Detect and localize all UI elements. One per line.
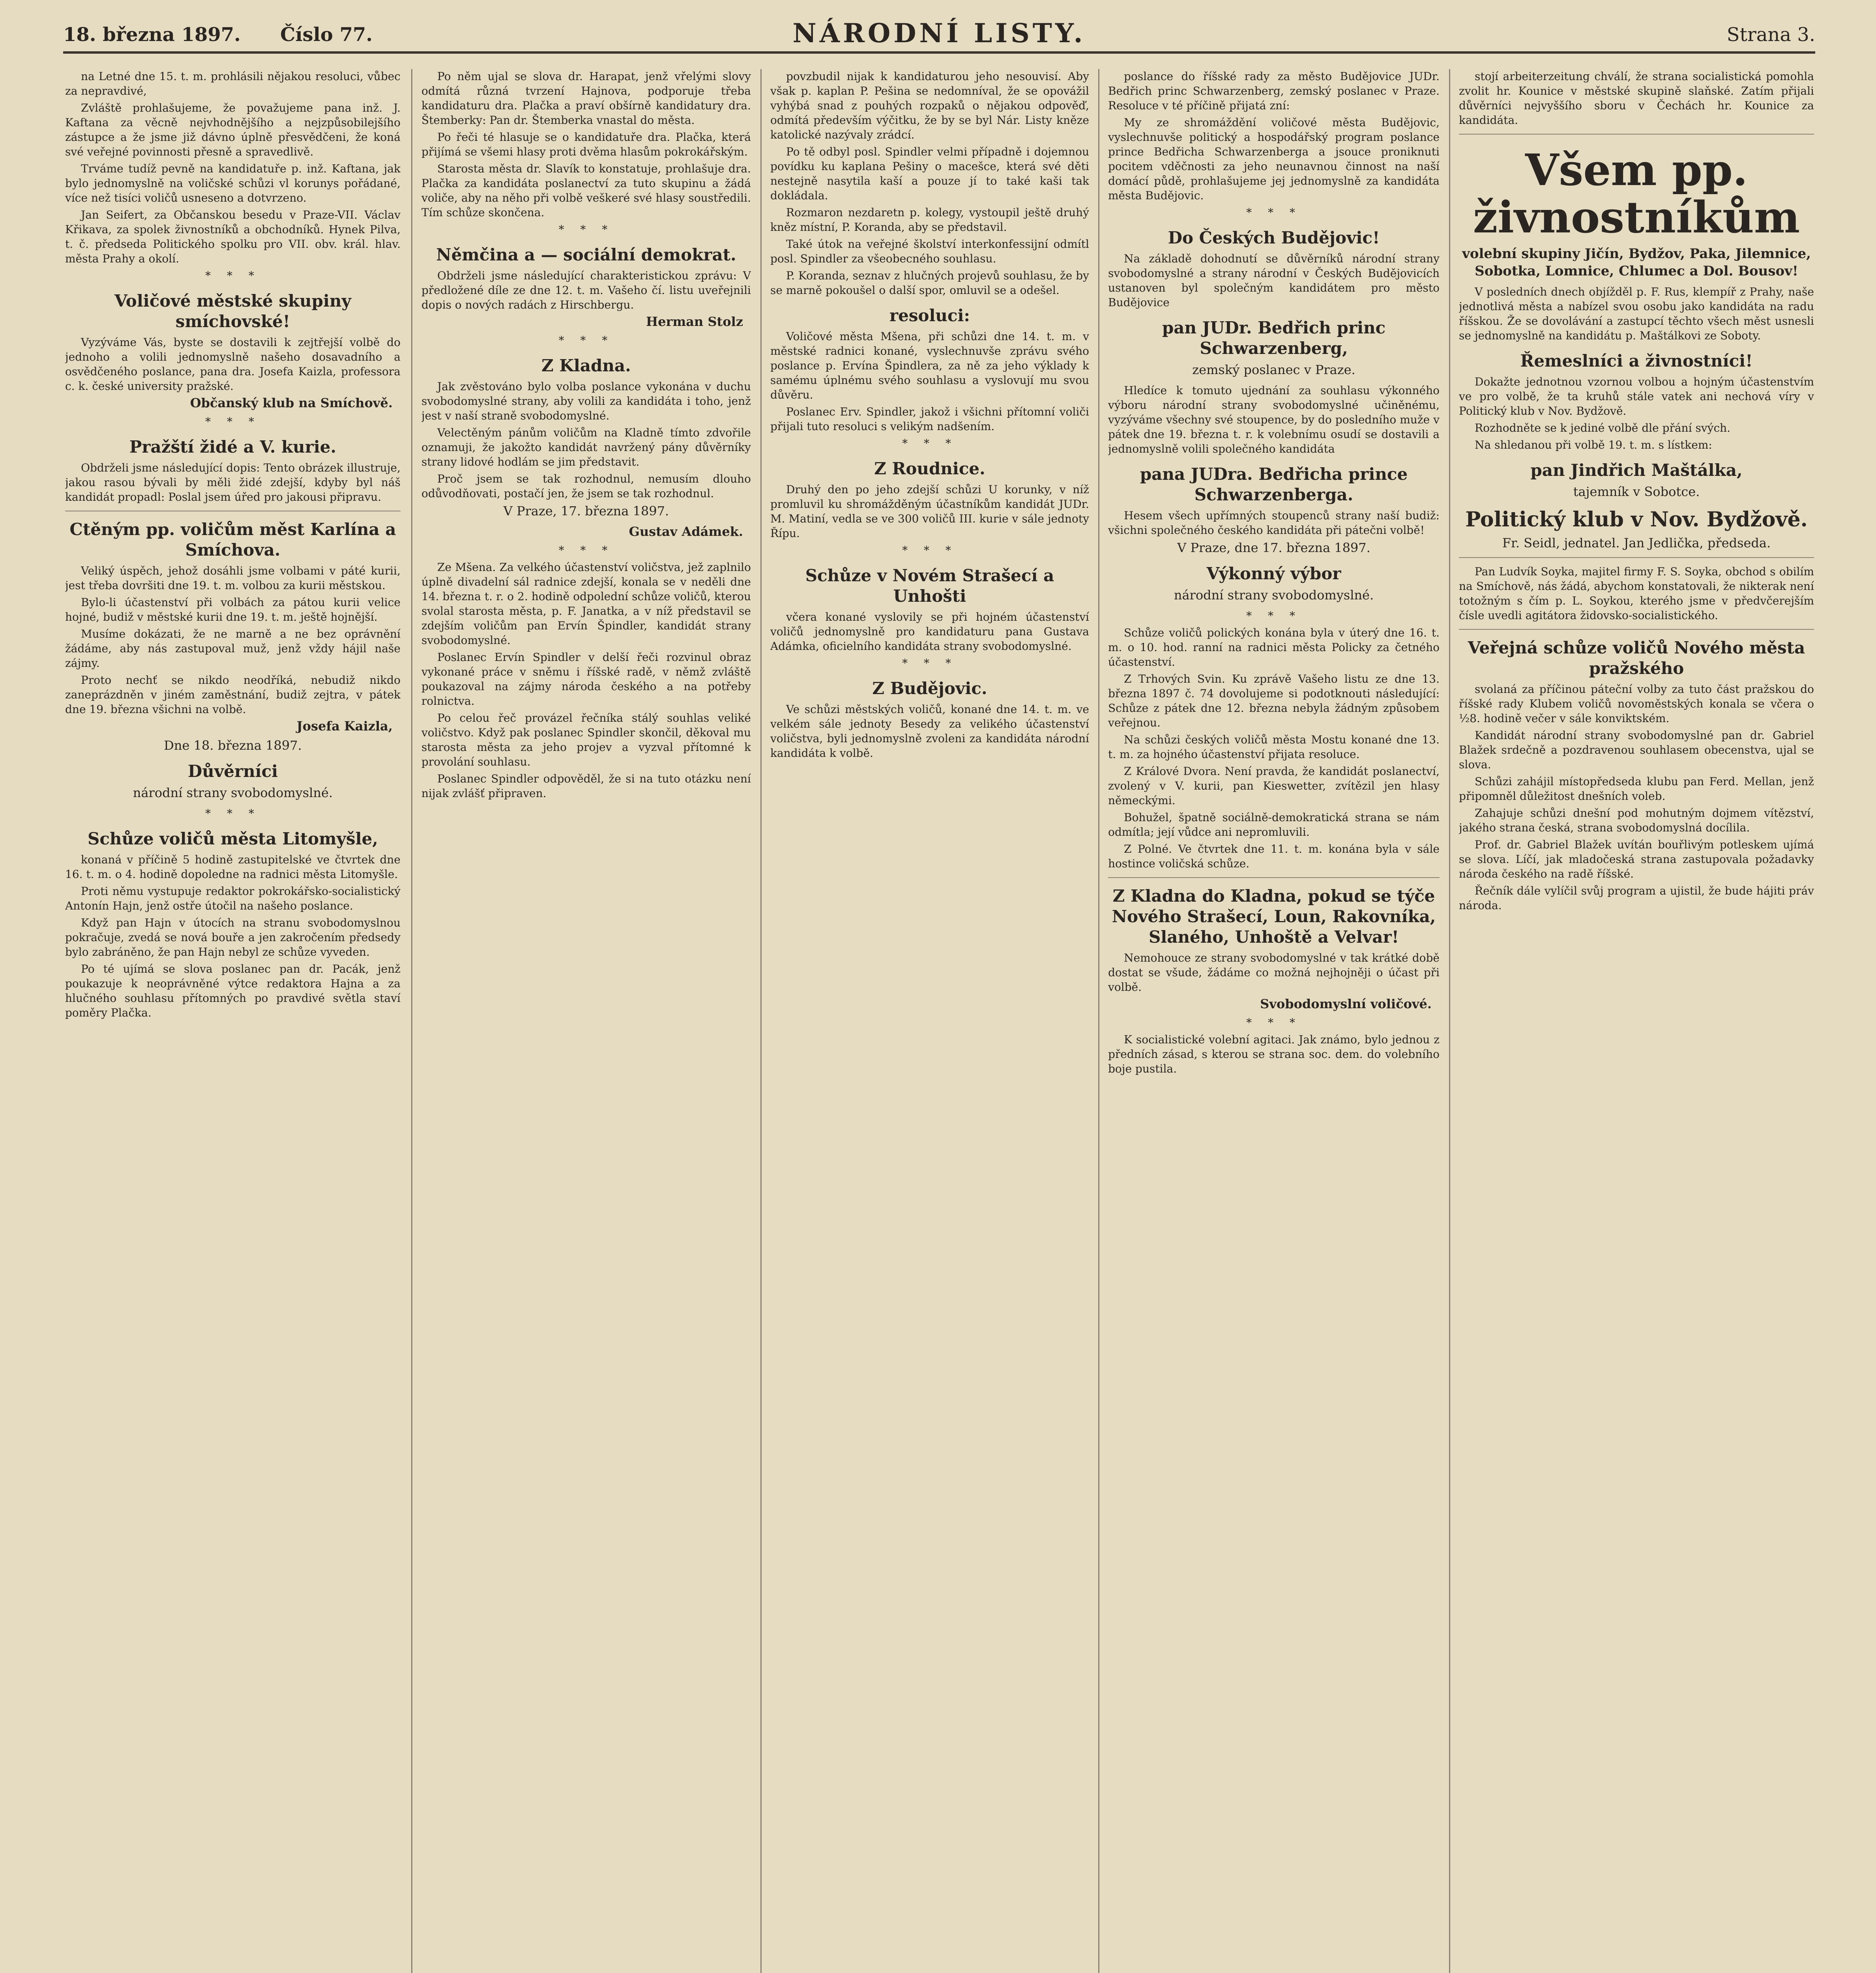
paragraph: Bohužel, špatně sociálně-demokratická strana se nám odmítla; její vůdce ani nepromluvili. — [1108, 811, 1440, 839]
paragraph: Na shledanou při volbě 19. t. m. s lístkem: — [1475, 438, 1712, 451]
paragraph: Jan Seifert, za Občanskou besedu v Praze-VII. Václav Křikava, za spolek živnostníků a obchodníků. Hynek Pilva, t. č. předseda Politického spolku pro VII. obv. král. hlav. města Prahy a okolí. — [65, 208, 401, 265]
banner-subheading: volební skupiny Jičín, Bydžov, Paka, Jilemnice, Sobotka, Lomnice, Chlumec a Dol. Bousov! — [1462, 246, 1811, 279]
paragraph: Bylo-li účastenství při volbách za pátou kurii velice hojné, budiž v městské kurii dne 19. t. m. ještě hojnější. — [65, 596, 401, 623]
article-heading: Voličové městské skupiny smíchovské! — [114, 291, 351, 331]
candidate-name: pana JUDra. Bedřicha prince Schwarzenberga. — [1140, 464, 1408, 504]
paragraph: na Letné dne 15. t. m. prohlásili nějakou resoluci, vůbec za nepravdivé, — [65, 70, 401, 97]
article-heading: Schůze voličů města Litomyšle, — [88, 829, 378, 848]
article-heading: Schůze v Novém Strašecí a Unhošti — [805, 566, 1054, 606]
header-issue: Číslo 77. — [280, 24, 373, 46]
paragraph: Z Polné. Ve čtvrtek dne 11. t. m. konána byla v sále hostince voličská schůze. — [1108, 842, 1440, 870]
separator-stars: * * * — [902, 437, 957, 450]
divider — [1459, 629, 1814, 630]
paragraph: Obdrželi jsme následující charakteristickou zprávu: V předložené díle ze dne 12. t. m. Vašeho čí. listu uveřejnili dopis o nových radách z Hirschbergu. — [421, 269, 751, 311]
separator-stars: * * * — [1246, 206, 1301, 219]
paragraph: stojí arbeiterzeitung chválí, že strana socialistická pomohla zvolit hr. Kounice v městské skupině slaňské. Zatím přijali důvěrníci nejvyššího sboru v Čechách hr. Kounice za kandidáta. — [1459, 70, 1814, 127]
paragraph: Z Králové Dvora. Není pravda, že kandidát poslanectví, zvolený v V. kurii, pan Kieswetter, zvítězil jen hlasy německými. — [1108, 765, 1440, 807]
paragraph: Starosta města dr. Slavík to konstatuje, prohlašuje dra. Plačka za kandidáta poslanectví za tuto skupinu a žádá voliče, aby na něho při volbě veškeré své hlasy soustředili. Tím schůze skončena. — [421, 162, 751, 219]
paragraph: Ze Mšena. Za velkého účastenství voličstva, jež zaplnilo úplně divadelní sál radnice zdejší, konala se v neděli dne 14. března t. r. o 2. hodině odpolední schůze voličů, kterou svolal starosta města, p. F. Janatka, a v níž představil se zdejším voličům pan Ervín Špindler, kandidát strany svobodomyslné. — [421, 561, 751, 647]
club-name: Politický klub v Nov. Bydžově. — [1465, 507, 1808, 532]
separator-stars: * * * — [1246, 609, 1301, 622]
separator-stars: * * * — [902, 657, 957, 670]
column-1 — [65, 69, 401, 1973]
paragraph: Proč jsem se tak rozhodnul, nemusím dlouho odůvodňovati, postačí jen, že jsem se tak rozhodnul. — [421, 472, 751, 500]
divider — [1108, 877, 1440, 878]
paragraph: Kandidát národní strany svobodomyslné pan dr. Gabriel Blažek srdečně a pozdravenou souhlasem obecenstva, ujal se slova. — [1459, 729, 1814, 771]
paragraph: Z Trhových Svin. Ku zprávě Vašeho listu ze dne 13. března 1897 č. 74 dovolujeme si podotknouti následující: Schůze z pátek dne 12. března nebyla žádným způsobem veřejnou. — [1108, 672, 1440, 729]
header-page-number: Strana 3. — [1726, 24, 1815, 46]
paragraph: Schůze voličů polických konána byla v úterý dne 16. t. m. o 10. hod. ranní na radnici města Policky za četného účastenství. — [1108, 626, 1440, 668]
separator-stars: * * * — [902, 544, 957, 557]
banner-heading: Všem pp. živnostníkům — [1473, 144, 1800, 243]
dateline: V Praze, 17. března 1897. — [503, 504, 669, 519]
signature: Gustav Adámek. — [629, 524, 743, 539]
candidate-title: zemský poslanec v Praze. — [1192, 362, 1356, 377]
column-rule — [1098, 69, 1099, 1973]
signature: Svobodomyslní voličové. — [1260, 996, 1432, 1011]
paragraph: Když pan Hajn v útocích na stranu svobodomyslnou pokračuje, zvedá se nová bouře a jen zakročením předsedy bylo zabráněno, že pan Hajn nebyl ze schůze vyveden. — [65, 916, 401, 958]
paragraph: Jak zvěstováno bylo volba poslance vykonána v duchu svobodomyslné strany, aby volili za kandidáta i toho, jenž jest v naší straně svobodomyslné. — [421, 380, 751, 422]
column-3 — [770, 69, 1089, 1973]
signature-heading: Výkonný výbor — [1206, 564, 1341, 583]
signature-subheading: národní strany svobodomyslné. — [1174, 588, 1374, 603]
article-heading: Řemeslníci a živnostníci! — [1520, 351, 1753, 371]
paragraph: Hesem všech upřímných stoupenců strany naší budiž: všichni společného českého kandidáta při pátečni volbě! — [1108, 509, 1440, 537]
separator-stars: * * * — [205, 415, 260, 428]
paragraph: konaná v příčině 5 hodině zastupitelské ve čtvrtek dne 16. t. m. o 4. hodině dopoledne na radnici města Litomyšle. — [65, 853, 401, 881]
paragraph: povzbudil nijak k kandidaturou jeho nesouvisí. Aby však p. kaplan P. Pešina se nedomníval, že se opovážil vyhýbá snad z pouhých rozpaků o nějakou odpověď, odmítá především výčitku, že by se byl Nár. Listy kněze katolické nazývaly zrádcí. — [770, 70, 1089, 141]
paragraph: Rozhodněte se k jediné volbě dle přání svých. — [1475, 421, 1731, 434]
page-header — [63, 16, 1815, 54]
article-heading: Z Roudnice. — [874, 459, 985, 478]
paragraph: Veliký úspěch, jehož dosáhli jsme volbami v páté kurii, jest třeba dovršiti dne 19. t. m. volbou za kurii městskou. — [65, 564, 401, 592]
paragraph: Proti němu vystupuje redaktor pokrokářsko-socialistický Antonín Hajn, jenž ostře útočil na našeho poslance. — [65, 885, 401, 912]
paragraph: Trváme tudíž pevně na kandidatuře p. inž. Kaftana, jak bylo jednomyslně na voličské schůzi vl korunys pořádané, více než tisíci voličů usneseno a dotvrzeno. — [65, 162, 401, 204]
separator-stars: * * * — [558, 544, 614, 557]
column-4 — [1108, 69, 1440, 1973]
divider — [1459, 134, 1814, 135]
column-5 — [1459, 69, 1814, 1973]
paragraph: V posledních dnech objížděl p. F. Rus, klempíř z Prahy, naše jednotlivá města a nabízel svou osobu jako kandidáta na radu říšskou. Že se dovolávání a zastupcí těchto všech měst usnesli se jednomyslně na kandidátu p. Maštálkovi ze Soboty. — [1459, 285, 1814, 342]
paragraph: Po řeči té hlasuje se o kandidatuře dra. Plačka, která přijímá se všemi hlasy proti dvěma hlasům pokrokářským. — [421, 131, 751, 158]
paragraph: Také útok na veřejné školství interkonfessijní odmítl posl. Spindler za všeobecného souhlasu. — [770, 238, 1089, 265]
club-officers: Fr. Seidl, jednatel. Jan Jedlička, předseda. — [1502, 535, 1771, 550]
separator-stars: * * * — [205, 269, 260, 282]
paragraph: Proto nechť se nikdo neodříká, nebudiž nikdo zaneprázdněn v jiném zaměstnání, budiž zejtra, v pátek dne 19. března všichni na volbě. — [65, 674, 401, 716]
article-heading: Veřejná schůze voličů Nového města pražského — [1468, 638, 1805, 678]
paragraph: Prof. dr. Gabriel Blažek uvítán bouřlivým potleskem ujímá se slova. Líčí, jak mladočeská strana zastupovala požadavky národa českého na radě říšské. — [1459, 838, 1814, 880]
paragraph: Dokažte jednotnou vzornou volbou a hojným účastenstvím ve pro volbě, že ta kruhů stále vatek ani nechová víry v Politický klub v Nov. Bydžově. — [1459, 375, 1814, 417]
candidate-name: pan JUDr. Bedřich princ Schwarzenberg, — [1162, 318, 1386, 358]
header-date: 18. března 1897. — [63, 24, 241, 46]
paragraph: Druhý den po jeho zdejší schůzi U korunky, v níž promluvil ku shromážděným účastníkům kandidát JUDr. M. Matiní, vedla se ve 300 voličů III. kurie v sále jednoty Řípu. — [770, 483, 1089, 540]
paragraph: My ze shromáždění voličové města Budějovic, vyslechnuvše politický a hospodářský program poslance prince Bedřicha Schwarzenberga a jsouce proniknuti pocitem vděčnosti za jeho neunavnou činnost na naší domácí půdě, prohlašujeme jej jednomyslně za kandidáta města Budějovic. — [1108, 116, 1440, 202]
signature-subheading: národní strany svobodomyslné. — [133, 785, 333, 800]
paragraph: Zahajuje schůzi dnešní pod mohutným dojmem vítězství, jakého strana česká, strana svobodomyslná docílila. — [1459, 807, 1814, 834]
article-heading: Z Kladna do Kladna, pokud se týče Nového Strašecí, Loun, Rakovníka, Slaného, Unhoště a Velvar! — [1112, 886, 1436, 947]
signature-heading: Důvěrníci — [187, 762, 278, 781]
paragraph: Schůzi zahájil místopředseda klubu pan Ferd. Mellan, jenž připomněl důležitost dnešních voleb. — [1459, 775, 1814, 803]
separator-stars: * * * — [558, 334, 614, 347]
paragraph: Hledíce k tomuto ujednání za souhlasu výkonného výboru národní strany svobodomyslné učiněnému, vyzýváme všechny své stoupence, by do posledního muže v pátek dne 19. března t. r. k volebnímu osudí se dostavili a jednomyslně volili společného kandidáta — [1108, 384, 1440, 455]
paragraph: Po celou řeč provázel řečníka stálý souhlas veliké voličstvo. Když pak poslanec Spindler skončil, děkoval mu starosta města za jeho projev a vyzval přítomné k provolání souhlasu. — [421, 711, 751, 768]
paragraph: svolaná za příčinou páteční volby za tuto část pražskou do říšské rady Klubem voličů novoměstských konala se včera o ½8. hodině večer v sále konviktském. — [1459, 683, 1814, 725]
paragraph: Po tě odbyl posl. Spindler velmi případně i dojemnou povídku ku kaplana Pešiny o macešce, která své děti nestejně nasytila kaší a pouze jí to také kaši tak dokládala. — [770, 145, 1089, 202]
paragraph: Poslanec Spindler odpověděl, že si na tuto otázku není nijak zvlášť připraven. — [421, 772, 751, 800]
paragraph: Rozmaron nezdaretn p. kolegy, vystoupil ještě druhý kněz místní, P. Koranda, aby se představil. — [770, 206, 1089, 234]
paragraph: Vyzýváme Vás, byste se dostavili k zejtřejší volbě do jednoho a volili jednomyslně našeho dosavadního a osvědčeného poslance, pana dra. Josefa Kaizla, professora c. k. české university pražské. — [65, 336, 401, 393]
candidate-name: pan Jindřich Maštálka, — [1530, 460, 1743, 480]
article-heading: Němčina a — sociální demokrat. — [436, 245, 736, 264]
signature: Občanský klub na Smíchově. — [190, 395, 393, 410]
separator-stars: * * * — [205, 807, 260, 820]
article-heading: Z Budějovic. — [872, 679, 987, 698]
paragraph: Poslanec Ervín Spindler v delší řeči rozvinul obraz vykonané práce v sněmu i říšské radě, v němž zvláště poukazoval na zájmy národa českého a na potřeby rolnictva. — [421, 651, 751, 708]
dateline: Dne 18. března 1897. — [164, 738, 302, 753]
paragraph: poslance do říšské rady za město Budějovice JUDr. Bedřich princ Schwarzenberg, zemský poslanec v Praze. Resoluce v té příčině přijatá zní: — [1108, 70, 1440, 112]
column-rule — [760, 69, 762, 1973]
signature: Herman Stolz — [646, 314, 743, 329]
masthead-title: NÁRODNÍ LISTY. — [792, 18, 1086, 49]
paragraph: Zvláště prohlašujeme, že považujeme pana inž. J. Kaftana za věcně nejvhodnějšího a nejzpůsobilejšího zástupce a že jsme již dávno úplně přesvědčeni, že koná své veřejné povinnosti přesně a spravedlivě. — [65, 101, 401, 158]
separator-stars: * * * — [1246, 1016, 1301, 1029]
candidate-title: tajemník v Sobotce. — [1573, 484, 1700, 499]
paragraph: Po něm ujal se slova dr. Harapat, jenž vřelými slovy odmítá různá tvrzení Hajnova, podporuje třeba kandidaturu dra. Plačka a praví obšírně kandidatury dra. Štemberky: Pan dr. Štemberka vnastal do města. — [421, 70, 751, 127]
paragraph: Na základě dohodnutí se důvěrníků národní strany svobodomyslné a strany národní v Českých Budějovicích ustanoven byl společným kandidátem pro město Budějovice — [1108, 252, 1440, 309]
article-heading: Ctěným pp. voličům měst Karlína a Smíchova. — [69, 520, 396, 560]
paragraph: Řečník dále vylíčil svůj program a ujistil, že bude hájiti práv národa. — [1459, 884, 1814, 912]
paragraph: Musíme dokázati, že ne marně a ne bez oprávnění žádáme, aby nás zastupoval muž, jenž vždy hájil naše zájmy. — [65, 627, 401, 670]
paragraph: Obdrželi jsme následující dopis: Tento obrázek illustruje, jakou rasou bývali by měli židé zdejší, kdyby byl náš kandidát propadl: Poslal jsem úřed pro jakousi připravu. — [65, 461, 401, 504]
paragraph: Nemohouce ze strany svobodomyslné v tak krátké době dostat se všude, žádáme co možná nejhojněji o účast při volbě. — [1108, 951, 1440, 994]
column-2 — [421, 69, 751, 1973]
paragraph: K socialistické volební agitaci. Jak známo, bylo jednou z předních zásad, s kterou se strana soc. dem. do volebního boje pustila. — [1108, 1033, 1440, 1075]
column-rule — [411, 69, 412, 1973]
paragraph: Po té ujímá se slova poslanec pan dr. Pacák, jenž poukazuje k neoprávněné výtce redaktora Hajna a za hlučného souhlasu přítomných po pravdivé světla staví poměry Plačka. — [65, 962, 401, 1019]
dateline: V Praze, dne 17. března 1897. — [1177, 540, 1370, 555]
signature: Josefa Kaizla, — [296, 719, 393, 734]
paragraph: Ve schůzi městských voličů, konané dne 14. t. m. ve velkém sále jednoty Besedy za velikého účastenství voličstva, byli jednomyslně zvoleni za kandidáta národní kandidáta k volbě. — [770, 703, 1089, 760]
article-heading: Do Českých Budějovic! — [1168, 228, 1380, 247]
column-rule — [1449, 69, 1450, 1973]
divider — [1459, 557, 1814, 558]
separator-stars: * * * — [558, 223, 614, 236]
paragraph: Na schůzi českých voličů města Mostu konané dne 13. t. m. za hojného účastenství přijata resoluce. — [1108, 733, 1440, 761]
paragraph: P. Koranda, seznav z hlučných projevů souhlasu, že by se marně pokoušel o další spor, omluvil se a odešel. — [770, 269, 1089, 297]
article-heading: Pražští židé a V. kurie. — [129, 437, 337, 457]
article-heading: resoluci: — [889, 306, 970, 325]
paragraph: Poslanec Erv. Spindler, jakož i všichni přítomní voliči přijali tuto resoluci s velikým nadšením. — [770, 405, 1089, 433]
paragraph: včera konané vyslovily se při hojném účastenství voličů jednomyslně pro kandidaturu pana Gustava Adámka, oficielního kandidáta strany svobodomyslné. — [770, 610, 1089, 653]
article-heading: Z Kladna. — [541, 356, 631, 375]
paragraph: Pan Ludvík Soyka, majitel firmy F. S. Soyka, obchod s obilím na Smíchově, nás žádá, abychom konstatovali, že nikterak není totožným s čím p. L. Soykou, kterého jsme v předvčerejším čísle uvedli agitátora židovsko-socialistického. — [1459, 565, 1814, 622]
paragraph: Velectěným pánům voličům na Kladně tímto zdvořile oznamuji, že jakožto kandidát navržený pány důvěrníky strany lidové hodlám se jim představit. — [421, 426, 751, 468]
paragraph: Voličové města Mšena, při schůzi dne 14. t. m. v městské radnici konané, vyslechnuvše zprávu svého poslance p. Ervína Špindlera, za ně za jeho výklady k samému úplnému svého souhlasu a vyslovují mu svou důvěru. — [770, 330, 1089, 401]
